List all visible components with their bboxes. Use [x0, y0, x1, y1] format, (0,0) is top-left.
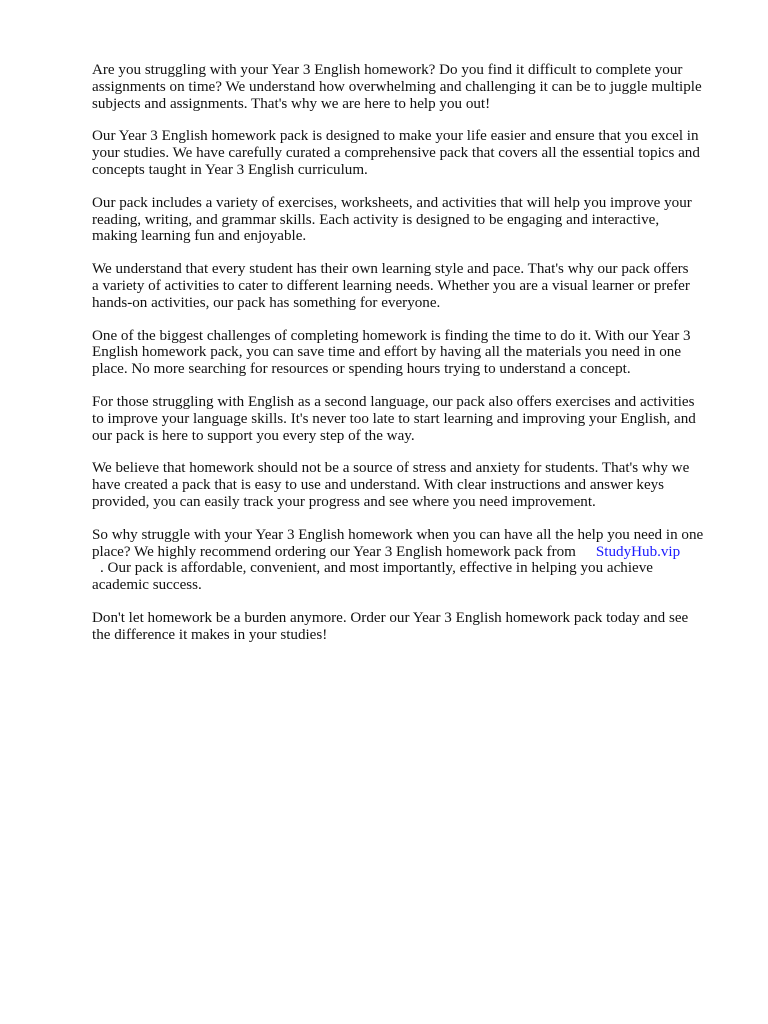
text-line: to improve your language skills. It's never too late to start learning and improving your English, and: [92, 410, 696, 427]
text-line: a variety of activities to cater to different learning needs. Whether you are a visual learner or prefer: [92, 277, 690, 294]
text-line: Don't let homework be a burden anymore. Order our Year 3 English homework pack today and see: [92, 609, 689, 626]
text-segment: place? We highly recommend ordering our Year 3 English homework pack from: [92, 543, 576, 560]
text-line: For those struggling with English as a second language, our pack also offers exercises and activities: [92, 393, 695, 410]
paragraph-pack-design: [92, 128, 732, 178]
document-page: [92, 62, 732, 660]
text-line: have created a pack that is easy to use and understand. With clear instructions and answer keys: [92, 477, 665, 494]
text-line: our pack is here to support you every step of the way.: [92, 427, 415, 444]
paragraph-pack-contents: [92, 195, 732, 245]
text-line: We understand that every student has their own learning style and pace. That's why our pack offers: [92, 261, 689, 278]
text-line: academic success.: [92, 577, 202, 594]
paragraph-recommendation: [92, 527, 732, 594]
text-line: Our pack includes a variety of exercises, worksheets, and activities that will help you improve your: [92, 194, 692, 211]
text-line: English homework pack, you can save time and effort by having all the materials you need in one: [92, 344, 682, 361]
text-line-with-link: [92, 544, 732, 561]
text-line: provided, you can easily track your progress and see where you need improvement.: [92, 493, 596, 510]
text-line: Are you struggling with your Year 3 English homework? Do you find it difficult to complete your: [92, 62, 683, 78]
text-line: So why struggle with your Year 3 English homework when you can have all the help you need in one: [92, 526, 704, 543]
text-line: One of the biggest challenges of completing homework is finding the time to do it. With our Year 3: [92, 327, 691, 344]
paragraph-closing: [92, 610, 732, 644]
paragraph-second-language: [92, 394, 732, 444]
text-line: concepts taught in Year 3 English curriculum.: [92, 161, 368, 178]
text-line: . Our pack is affordable, convenient, and most importantly, effective in helping you achieve: [100, 560, 653, 577]
text-line: Our Year 3 English homework pack is designed to make your life easier and ensure that you excel in: [92, 128, 699, 145]
text-line: place. No more searching for resources or spending hours trying to understand a concept.: [92, 361, 631, 378]
paragraph-intro: [92, 62, 732, 112]
text-line: We believe that homework should not be a source of stress and anxiety for students. That's why we: [92, 460, 690, 477]
text-line: making learning fun and enjoyable.: [92, 228, 307, 245]
paragraph-learning-styles: [92, 261, 732, 311]
paragraph-stress-free: [92, 460, 732, 510]
text-line: reading, writing, and grammar skills. Each activity is designed to be engaging and interactive,: [92, 211, 660, 228]
text-line: the difference it makes in your studies!: [92, 626, 328, 643]
text-line: assignments on time? We understand how overwhelming and challenging it can be to juggle multiple: [92, 78, 702, 95]
studyhub-link[interactable]: StudyHub.vip: [595, 543, 681, 560]
text-line: subjects and assignments. That's why we are here to help you out!: [92, 95, 491, 112]
text-line: your studies. We have carefully curated a comprehensive pack that covers all the essential topics and: [92, 145, 700, 162]
text-line: hands-on activities, our pack has something for everyone.: [92, 294, 441, 311]
paragraph-time-saving: [92, 328, 732, 378]
